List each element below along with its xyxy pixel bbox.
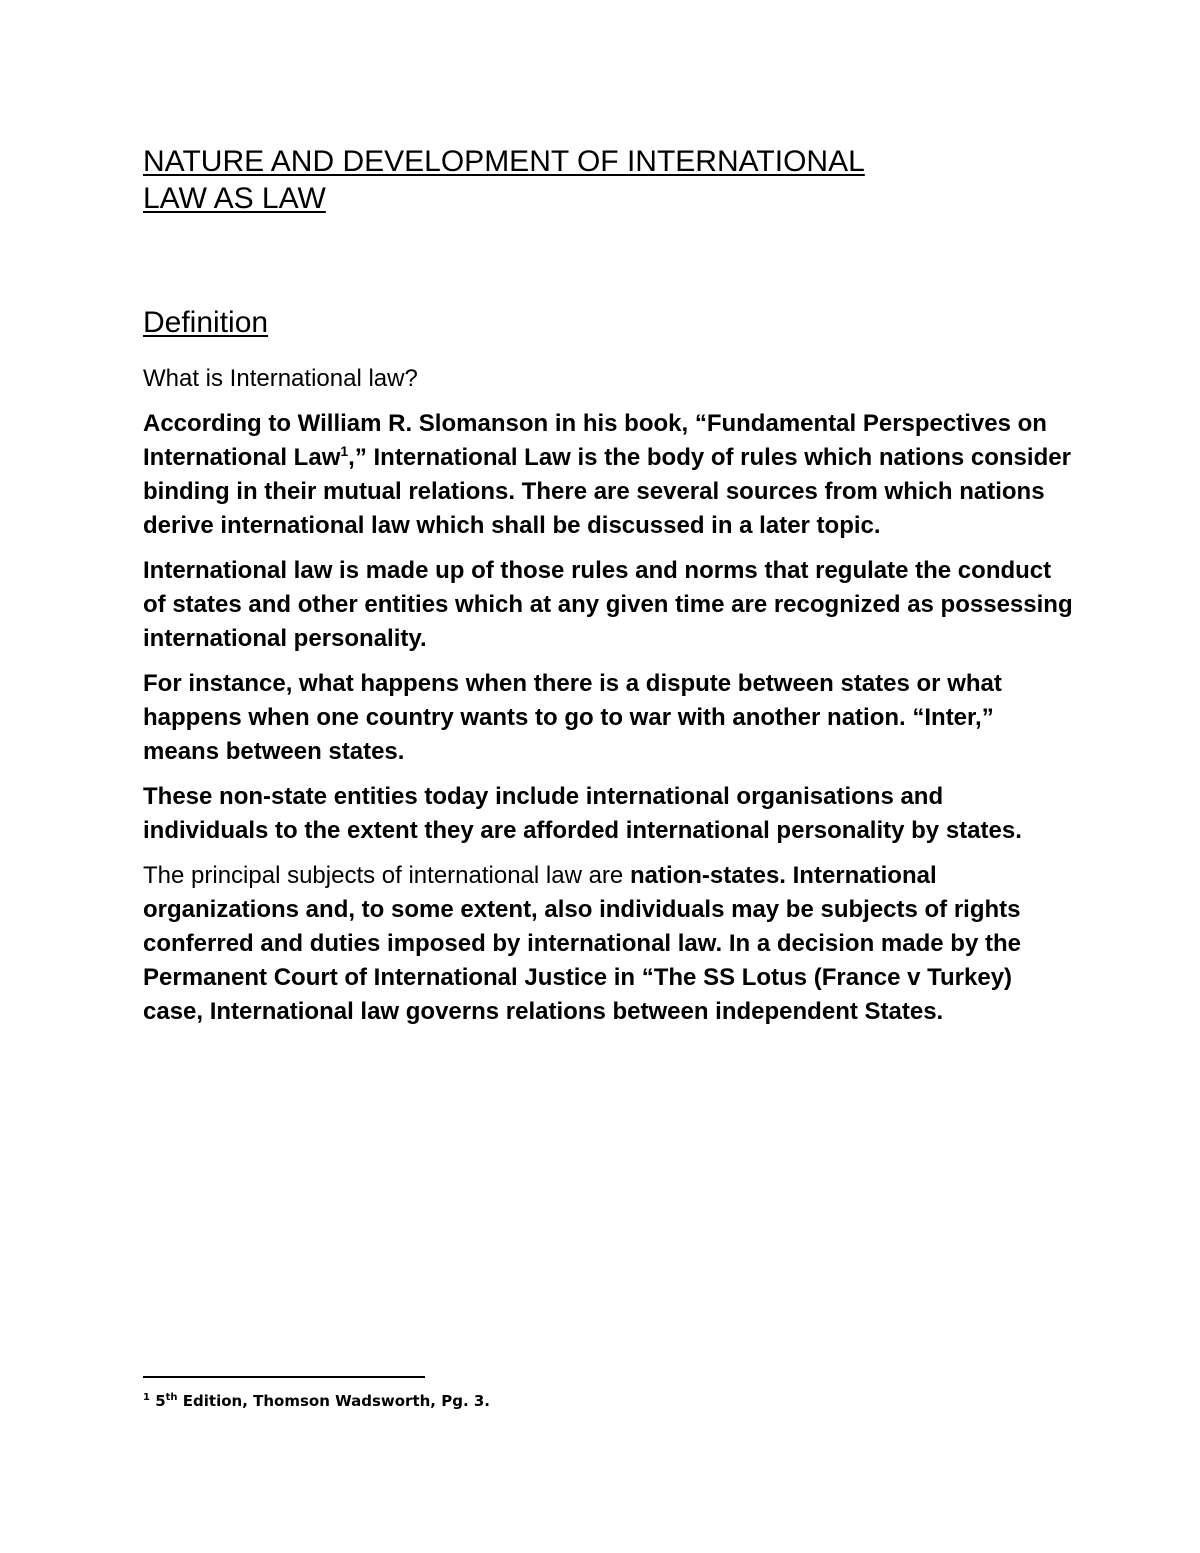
section-heading: Definition bbox=[143, 306, 269, 339]
entities-paragraph: These non-state entities today include international organisations and individuals to the extent they are afforded international personality by states. bbox=[143, 783, 1022, 844]
footnote-ref[interactable]: 1 bbox=[340, 443, 349, 459]
title-line-1: NATURE AND DEVELOPMENT OF INTERNATIONAL bbox=[143, 145, 865, 178]
footnote-separator bbox=[143, 1376, 425, 1378]
subjects-text-bold: nation-states. International organizations and, to some extent, also individuals may be subjects of rights conferred and duties imposed by international law. In a decision made by the Permanent Court of International Justice in “The SS Lotus (France v Turkey) case, International law governs relations between independent States. bbox=[143, 862, 1021, 1025]
subjects-text-normal: The principal subjects of international law are bbox=[143, 862, 630, 889]
body-text bbox=[143, 362, 1073, 1040]
footnote-text: Edition, Thomson Wadsworth, Pg. 3. bbox=[177, 1392, 491, 1410]
page-title bbox=[143, 143, 1043, 217]
footnote bbox=[143, 1390, 743, 1412]
subjects-paragraph bbox=[143, 859, 1073, 1029]
rules-paragraph: International law is made up of those rules and norms that regulate the conduct of states and other entities which at any given time are recognized as possessing international personality. bbox=[143, 557, 1073, 652]
definition-text-a: According to William R. Slomanson in his book, “Fundamental Perspectives on International Law bbox=[143, 410, 1047, 471]
title-line-2: LAW AS LAW bbox=[143, 182, 326, 215]
question-paragraph: What is International law? bbox=[143, 365, 418, 392]
footnote-edition-suffix: th bbox=[165, 1392, 178, 1403]
footnote-marker: 1 bbox=[143, 1392, 150, 1403]
footnote-edition-number: 5 bbox=[149, 1392, 166, 1410]
definition-paragraph bbox=[143, 407, 1073, 543]
example-paragraph: For instance, what happens when there is a dispute between states or what happens when one country wants to go to war with another nation. “Inter,” means between states. bbox=[143, 670, 1002, 765]
definition-text-b: ,” International Law is the body of rules which nations consider binding in their mutual relations. There are several sources from which nations derive international law which shall be discussed in a later topic. bbox=[143, 444, 1071, 539]
